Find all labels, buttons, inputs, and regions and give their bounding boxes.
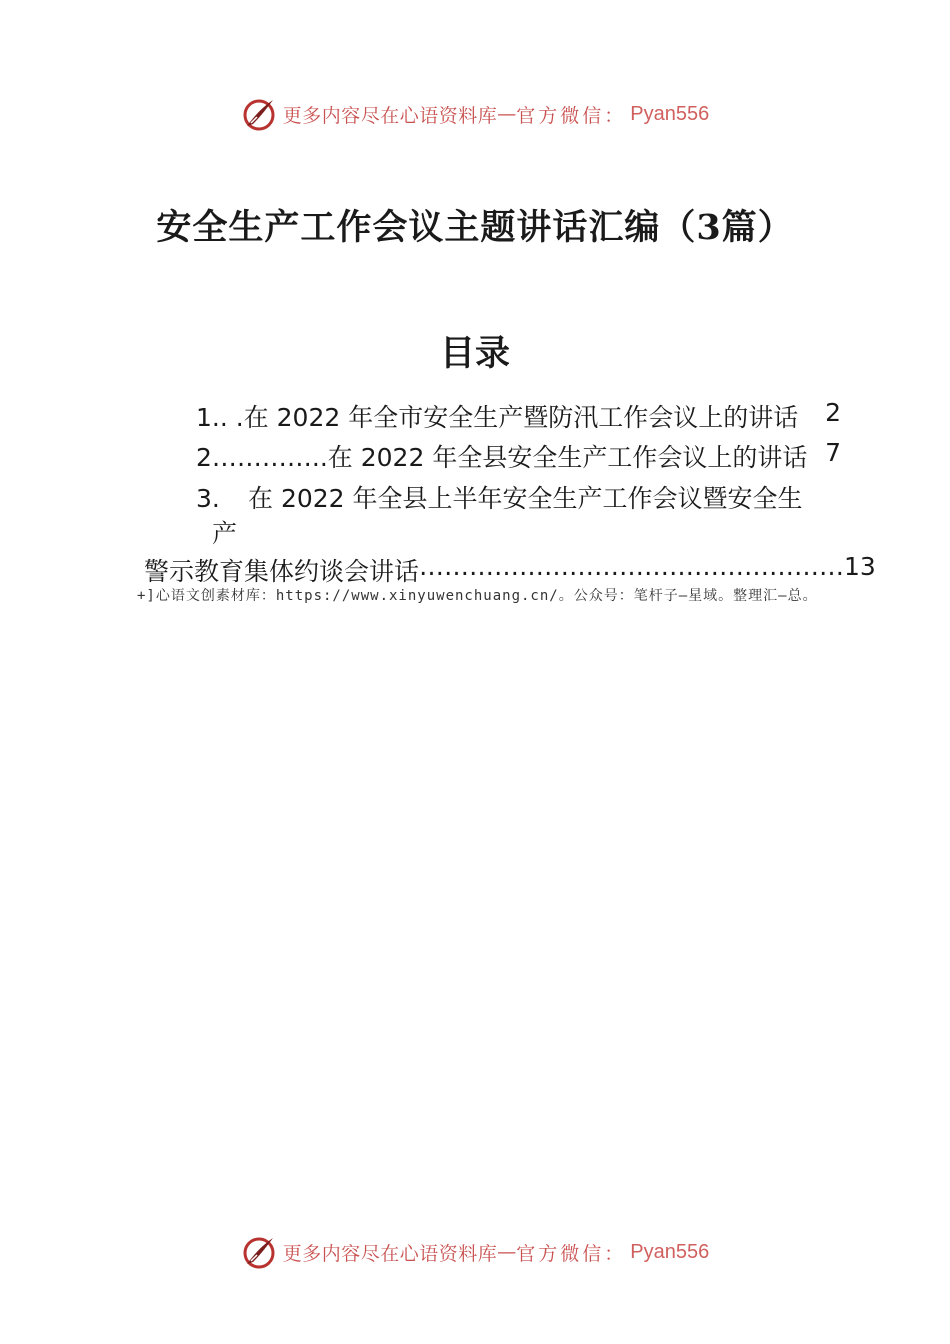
toc-item-3-leader: ……………………………………………: [419, 552, 845, 581]
toc-item-3-line2[interactable]: [212, 514, 237, 550]
quill-seal-icon: [241, 1234, 277, 1270]
toc-item-3-page: 13: [844, 552, 876, 581]
toc-item-3-number: 3.: [196, 484, 220, 513]
toc-item-3-text-line2: 产: [212, 519, 238, 548]
toc-item-3-text-line1: 在 2022 年全县上半年安全生产工作会议暨安全生: [248, 484, 803, 513]
toc-item-2-text: 2…………..在 2022 年全县安全生产工作会议上的讲话: [196, 443, 808, 472]
quill-seal-icon: [241, 96, 277, 132]
toc-item-1-page: 2: [825, 398, 841, 427]
banner-wechat-label: 官方微信：: [516, 104, 627, 127]
toc-item-2-page: 7: [825, 438, 841, 467]
toc-heading: 目录: [439, 333, 510, 374]
bottom-banner: [0, 1232, 950, 1272]
top-banner: [0, 94, 950, 134]
banner-wechat-id: Pyan556: [630, 102, 710, 125]
toc-item-3-line3[interactable]: [144, 552, 876, 588]
banner-slogan: 更多内容尽在心语资料库: [282, 104, 498, 127]
source-note: +]心语文创素材库：https://www.xinyuwenchuang.cn/。公众号：笔杆子—星域。整理汇—总。: [137, 588, 818, 604]
toc-item-1-text: 1.. .在 2022 年全市安全生产暨防汛工作会议上的讲话: [196, 403, 799, 432]
toc-item-2[interactable]: [196, 438, 841, 474]
document-title: 安全生产工作会议主题讲话汇编（3篇）: [156, 207, 794, 248]
toc-item-3-text-line3: 警示教育集体约谈会讲话: [144, 557, 420, 586]
toc-item-1[interactable]: [196, 398, 841, 434]
banner-wechat-id: Pyan556: [630, 1240, 710, 1263]
banner-slogan: 更多内容尽在心语资料库: [282, 1242, 498, 1265]
banner-separator: —: [497, 103, 517, 125]
toc-item-3-line1[interactable]: [196, 479, 803, 515]
banner-wechat-label: 官方微信：: [516, 1242, 627, 1265]
banner-separator: —: [497, 1241, 517, 1263]
